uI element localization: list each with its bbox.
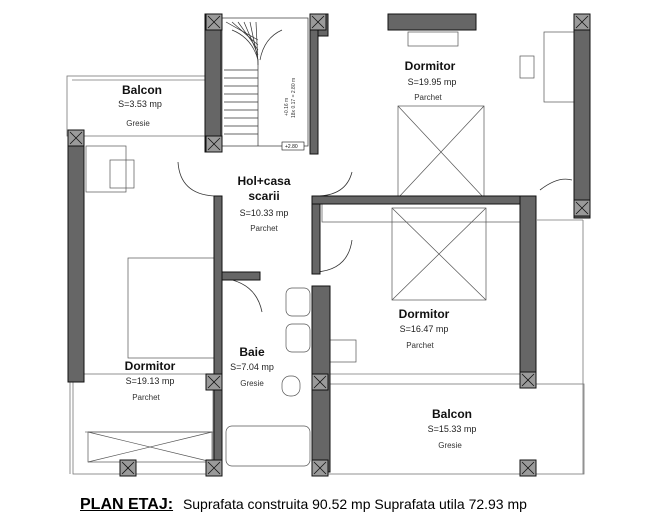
closet-middle-bedroom — [322, 204, 522, 222]
wall-stair-left — [205, 14, 221, 152]
bathtub — [226, 426, 310, 466]
room-name: Dormitor — [404, 59, 456, 73]
door-swing-bedroom — [316, 240, 352, 272]
wall-stair-right — [310, 14, 318, 154]
door-swing-balcony — [540, 179, 572, 190]
sink-1 — [286, 288, 310, 316]
wall-hall-bath — [214, 196, 222, 472]
room-area: S=3.53 mp — [118, 99, 162, 109]
room-area: S=15.33 mp — [427, 424, 477, 434]
room-name: Baie — [239, 345, 265, 359]
plan-caption — [80, 496, 640, 514]
desk-left-bedroom — [86, 146, 126, 192]
room-label-dormitor-top — [405, 59, 457, 102]
wall-top-middle — [388, 14, 476, 30]
room-label-balcon-small — [118, 83, 162, 128]
room-floor: Gresie — [240, 379, 264, 388]
sink-2 — [286, 324, 310, 352]
room-label-dormitor-left — [125, 359, 176, 402]
stair-note-1: +0.16 m — [284, 97, 290, 116]
wall-left-bedroom — [68, 130, 84, 382]
room-name: scarii — [248, 189, 280, 203]
wall-top-right — [574, 14, 590, 218]
room-floor: Parchet — [132, 393, 160, 402]
wall-bath-top — [222, 272, 260, 280]
room-floor: Parchet — [414, 93, 442, 102]
left-bedroom-balcony-outline — [73, 374, 213, 474]
door-swing-hall-right — [316, 172, 352, 196]
closet-top-bedroom — [408, 32, 458, 46]
wall-bedroom-right — [520, 196, 536, 386]
caption-built-area: Suprafata construita 90.52 mp — [182, 496, 371, 512]
door-swing-hall-left — [178, 162, 214, 196]
stair-note-2: 18x 0.17 = 2.80 m — [291, 77, 297, 118]
room-label-hol — [237, 174, 290, 233]
caption-usable-area: Suprafata utila 72.93 mp — [374, 496, 527, 512]
room-name: Balcon — [431, 407, 473, 421]
room-area: S=10.33 mp — [239, 208, 289, 218]
desk-top-bedroom — [544, 32, 574, 102]
room-name: Dormitor — [124, 359, 176, 373]
room-area: S=19.95 mp — [407, 77, 457, 87]
room-area: S=16.47 mp — [399, 324, 449, 334]
room-floor: Gresie — [126, 119, 150, 128]
room-label-dormitor-middle — [399, 307, 450, 350]
room-label-baie — [230, 345, 274, 388]
wall-hall-right — [312, 204, 320, 274]
room-name: Dormitor — [398, 307, 450, 321]
bed-left-bedroom — [128, 258, 216, 358]
wall-bedroom-top — [312, 196, 528, 204]
room-floor: Parchet — [250, 224, 278, 233]
room-name: Hol+casa — [237, 174, 291, 188]
room-floor: Gresie — [438, 441, 462, 450]
room-area: S=19.13 mp — [125, 376, 175, 386]
room-name: Balcon — [121, 83, 163, 97]
room-label-balcon-large — [428, 407, 477, 450]
level-tag: +2.80 — [285, 144, 298, 150]
caption-title: PLAN ETAJ: — [80, 496, 174, 513]
room-floor: Parchet — [406, 341, 434, 350]
toilet — [282, 376, 300, 396]
door-swing-bath — [222, 278, 262, 312]
room-area: S=7.04 mp — [230, 362, 274, 372]
